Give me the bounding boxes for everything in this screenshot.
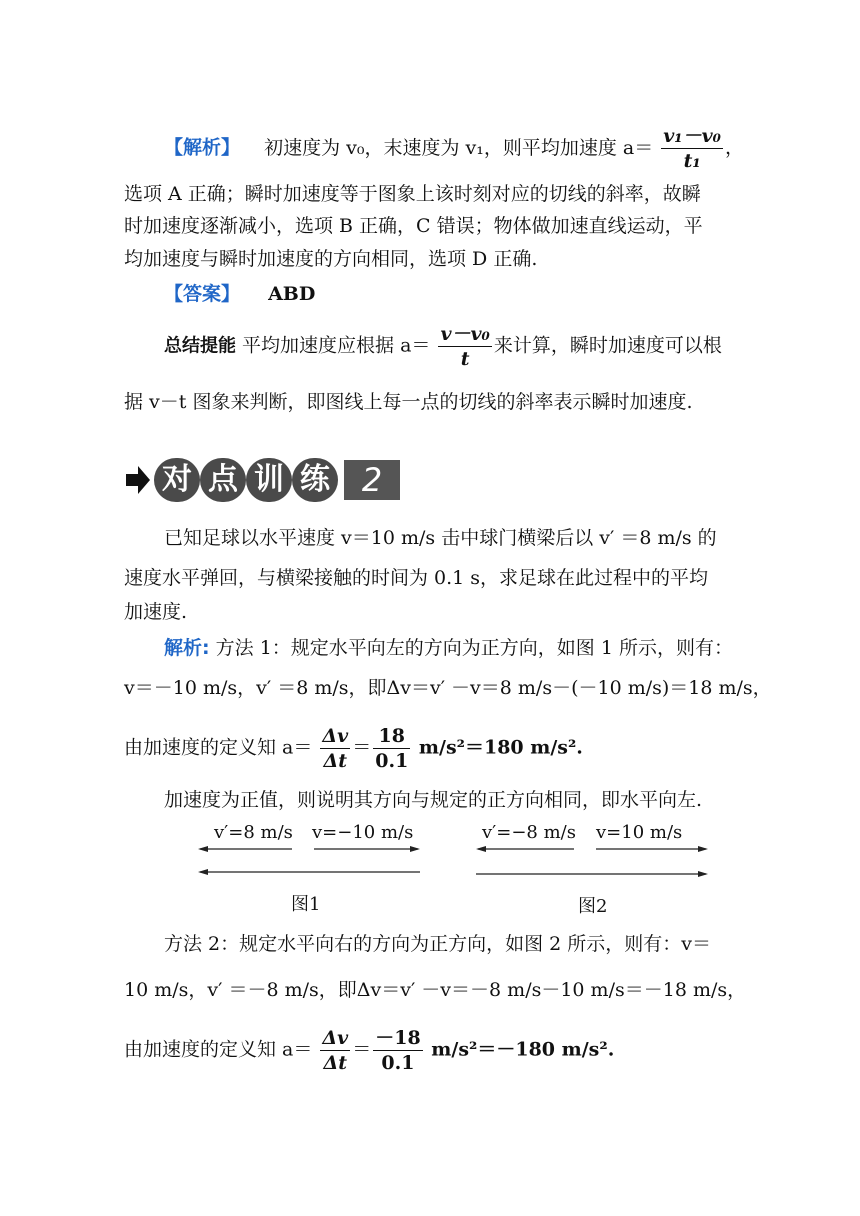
arrow-icon [124,458,152,502]
summary-fraction [438,322,491,371]
summary-line-1 [164,322,722,371]
solution-m2-line-2: 10 m/s，v′ ＝－8 m/s，即Δv＝v′ －v＝－8 m/s－10 m/s＝－18 m/s， [124,979,747,1001]
fraction-numerator: v₁－v₀ [663,125,721,147]
analysis-text: 初速度为 v₀，末速度为 v₁，则平均加速度 a＝ [264,136,654,159]
solution-line-4: 加速度为正值，则说明其方向与规定的正方向相同，即水平向左. [164,789,703,811]
answer-value: ABD [268,283,316,305]
banner-number: 2 [344,460,400,500]
fig1-left-label: v′=8 m/s [214,822,293,843]
analysis-line-1 [164,124,744,173]
analysis-line-end: ， [725,136,745,159]
m2-eq: ＝ [352,1038,372,1061]
m1-value-den: 0.1 [375,750,409,772]
figure-1 [196,822,426,892]
m1-delta-t: Δt [323,750,348,772]
banner-char-4: 练 [292,458,338,502]
fig1-right-label: v=−10 m/s [312,822,414,843]
summary-pre: 平均加速度应根据 a＝ [242,334,431,357]
summary-line-2: 据 v－t 图象来判断，即图线上每一点的切线的斜率表示瞬时加速度. [124,391,693,413]
solution-m2-line-1: 方法 2：规定水平向右的方向为正方向，如图 2 所示，则有：v＝ [164,933,712,955]
problem-line-2: 速度水平弹回，与横梁接触的时间为 0.1 s，求足球在此过程中的平均 [124,567,709,589]
solution-line-3 [124,724,583,773]
m2-result: m/s²＝－180 m/s². [424,1038,615,1061]
summary-post: 来计算，瞬时加速度可以根 [493,334,722,357]
m1-result: m/s²＝180 m/s². [412,736,583,759]
avg-accel-fraction [661,124,723,173]
solution-line-2: v＝－10 m/s，v′ ＝8 m/s，即Δv＝v′ －v＝8 m/s－(－10 m/s)＝18 m/s， [124,677,772,699]
problem-line-1: 已知足球以水平速度 v＝10 m/s 击中球门横梁后以 v′ ＝8 m/s 的 [164,527,717,549]
fraction-denominator: t₁ [683,150,701,172]
m1-def-pre: 由加速度的定义知 a＝ [124,736,313,759]
analysis-line-3: 时加速度逐渐减小，选项 B 正确，C 错误；物体做加速直线运动，平 [124,215,703,237]
m1-value-num: 18 [373,724,410,749]
fig1-caption: 图1 [291,894,321,915]
summary-fraction-denominator: t [460,348,470,370]
problem-line-3: 加速度. [124,601,188,623]
m2-delta-v: Δv [322,1027,349,1049]
solution-line-1 [164,636,733,660]
banner-char-2: 点 [200,458,246,502]
m2-delta-t: Δt [323,1052,348,1074]
summary-fraction-numerator: v－v₀ [440,323,490,345]
analysis-line-4: 均加速度与瞬时加速度的方向相同，选项 D 正确. [124,248,538,270]
fig2-caption: 图2 [578,896,608,917]
analysis-tag: 【解析】 [164,136,241,159]
m2-delta-fraction [320,1026,350,1075]
m1-eq: ＝ [352,736,372,759]
m2-value-den: 0.1 [381,1052,415,1074]
m2-value-fraction [373,1026,422,1075]
summary-tag: 总结提能 [164,335,236,357]
solution-tag: 解析: [164,637,210,659]
fig1-arrows [196,822,426,892]
fig2-right-label: v=10 m/s [596,822,683,843]
solution-m2-line-3 [124,1026,614,1075]
m2-value-num: －18 [375,1027,421,1049]
banner-char-3: 训 [246,458,292,502]
figure-2 [474,822,714,892]
answer-tag: 【答案】 [164,283,241,305]
banner-char-1: 对 [154,458,200,502]
m1-delta-v: Δv [322,725,349,747]
answer-line [164,282,315,306]
m1-delta-fraction [320,724,350,773]
fig2-left-label: v′=−8 m/s [482,822,576,843]
m2-def-pre: 由加速度的定义知 a＝ [124,1038,313,1061]
analysis-line-2: 选项 A 正确；瞬时加速度等于图象上该时刻对应的切线的斜率，故瞬 [124,183,701,205]
m1-value-fraction [373,724,410,773]
fig2-arrows [474,822,714,892]
solution-m1-text: 方法 1：规定水平向左的方向为正方向，如图 1 所示，则有： [215,637,733,659]
